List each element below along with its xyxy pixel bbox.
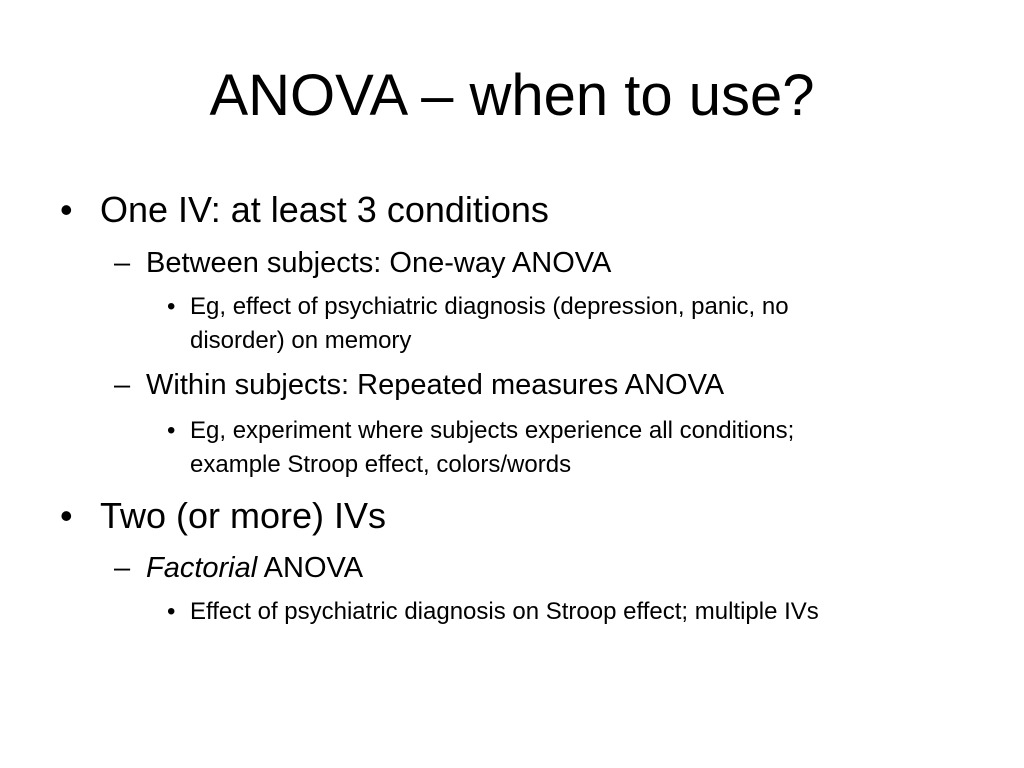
bullet-marker: •: [60, 495, 73, 536]
bullet-1-2-1-line-1: Eg, experiment where subjects experience all conditions;: [190, 417, 795, 444]
bullet-2-text: Two (or more) IVs: [100, 495, 387, 536]
sub-bullet-marker: –: [114, 247, 131, 279]
bullet-2-1-text: [146, 551, 363, 585]
sub-bullet-marker: –: [114, 369, 131, 401]
bullet-1-1-1-line-1: Eg, effect of psychiatric diagnosis (depression, panic, no: [190, 293, 789, 320]
bullet-2-1-1-line-1: Effect of psychiatric diagnosis on Stroop effect; multiple IVs: [190, 598, 819, 625]
bullet-2-1-emphasis: Factorial: [146, 552, 258, 584]
bullet-marker: •: [60, 189, 73, 230]
slide-title: ANOVA – when to use?: [209, 63, 815, 128]
sub-sub-bullet-marker: •: [167, 417, 176, 444]
bullet-1-1-1-line-2: disorder) on memory: [190, 327, 412, 354]
bullet-1-2-1-line-2: example Stroop effect, colors/words: [190, 451, 572, 478]
bullet-1-1-text: Between subjects: One-way ANOVA: [146, 247, 612, 279]
bullet-1-2-text: Within subjects: Repeated measures ANOVA: [146, 369, 725, 401]
bullet-1-text: One IV: at least 3 conditions: [100, 189, 549, 230]
bullet-2-1-rest: ANOVA: [257, 552, 364, 584]
sub-sub-bullet-marker: •: [167, 598, 176, 625]
sub-bullet-marker: –: [114, 552, 131, 584]
sub-sub-bullet-marker: •: [167, 293, 176, 320]
